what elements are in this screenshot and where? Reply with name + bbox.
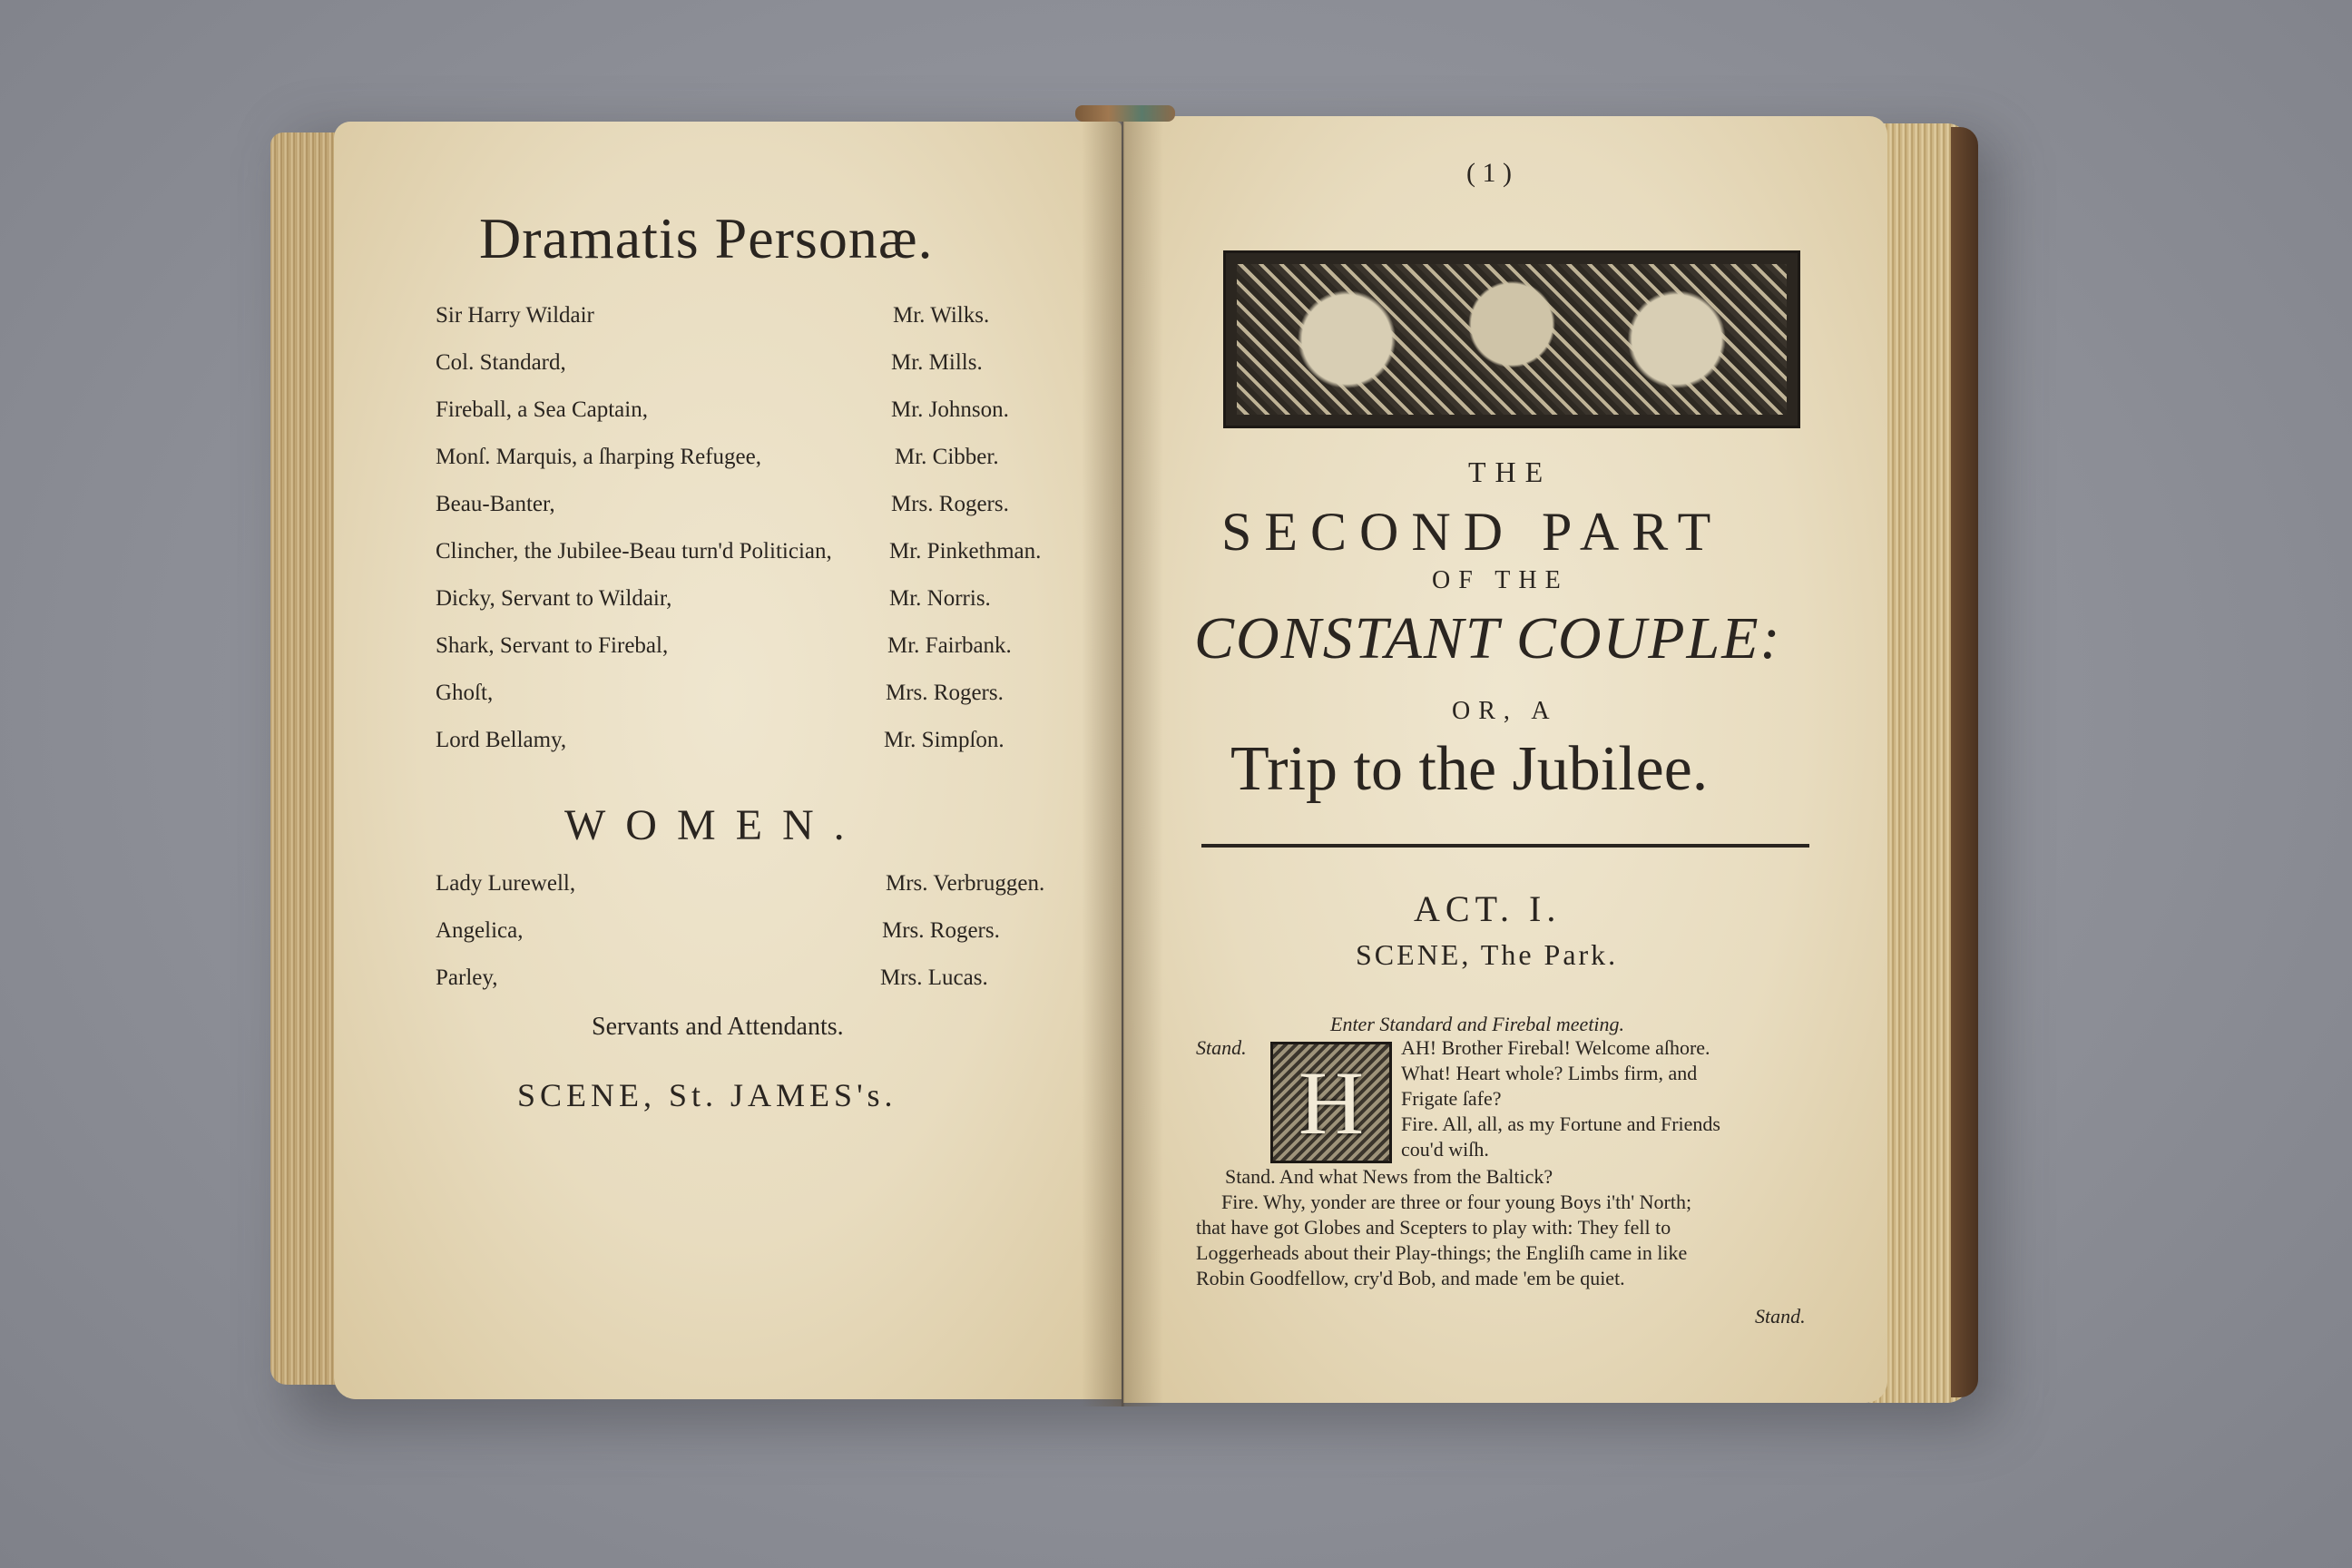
dialogue-line: Robin Goodfellow, cry'd Bob, and made 'em be quiet. [1196,1267,1625,1289]
dialogue-line: Fire. All, all, as my Fortune and Friends [1401,1112,1720,1135]
actor-name: Mrs. Rogers. [882,918,1000,943]
character-name: Fireball, a Sea Captain, [436,397,648,422]
character-name: Monſ. Marquis, a ſharping Refugee, [436,445,761,469]
character-name: Clincher, the Jubilee-Beau turn'd Politician, [436,539,832,564]
character-name: Lady Lurewell, [436,871,576,896]
character-name: Dicky, Servant to Wildair, [436,586,672,611]
dialogue-line: Frigate ſafe? [1401,1087,1502,1110]
character-name: Beau-Banter, [436,492,555,516]
book-gutter [1082,109,1163,1406]
right-page [1123,116,1887,1403]
actor-name: Mr. Wilks. [893,303,990,328]
actor-name: Mrs. Rogers. [886,681,1004,705]
speaker-label: Stand. [1196,1036,1247,1059]
character-name: Parley, [436,965,498,990]
dialogue-line: What! Heart whole? Limbs firm, and [1401,1062,1698,1084]
dialogue-line: that have got Globes and Scepters to play with: They fell to [1196,1216,1671,1239]
dialogue-line: Stand. And what News from the Baltick? [1225,1165,1553,1188]
horizontal-rule [1201,844,1809,848]
page-number: ( 1 ) [1466,158,1512,188]
actor-name: Mr. Norris. [889,586,991,611]
character-name: Sir Harry Wildair [436,303,594,328]
dialogue-line: Loggerheads about their Play-things; the Engliſh came in like [1196,1241,1688,1264]
drop-cap-letter: H [1298,1052,1365,1153]
actor-name: Mr. Simpſon. [884,728,1004,752]
title-second-part: SECOND PART [1221,502,1724,562]
scene-setting: SCENE, St. JAMES's. [517,1077,897,1113]
left-page [334,122,1122,1399]
title-trip-to-the-jubilee: Trip to the Jubilee. [1230,734,1709,804]
stage-direction: Enter Standard and Firebal meeting. [1330,1013,1625,1035]
actor-name: Mr. Fairbank. [887,633,1012,658]
character-name: Shark, Servant to Firebal, [436,633,669,658]
drop-cap-initial [1270,1042,1392,1163]
character-name: Angelica, [436,918,524,943]
title-constant-couple: CONSTANT COUPLE: [1194,605,1782,671]
character-name: Col. Standard, [436,350,566,375]
character-name: Ghoſt, [436,681,494,705]
actor-name: Mrs. Rogers. [891,492,1009,516]
woodcut-headpiece-ornament [1223,250,1800,428]
book-headband [1075,105,1175,122]
book-cover-edge [1951,127,1978,1397]
women-heading: WOMEN. [564,801,865,849]
dialogue-line: Fire. Why, yonder are three or four young Boys i'th' North; [1221,1191,1692,1213]
title-of-the: OF THE [1432,566,1569,594]
dialogue-line: AH! Brother Firebal! Welcome aſhore. [1401,1036,1710,1059]
actor-name: Mr. Johnson. [891,397,1009,422]
character-name: Lord Bellamy, [436,728,567,752]
title-the: THE [1468,456,1553,488]
act-heading: ACT. I. [1414,888,1562,929]
actor-name: Mr. Mills. [891,350,983,375]
actor-name: Mrs. Lucas. [880,965,988,990]
dramatis-personae-title: Dramatis Personæ. [479,206,934,270]
actor-name: Mrs. Verbruggen. [886,871,1045,896]
actor-name: Mr. Cibber. [895,445,999,469]
catchword: Stand. [1755,1305,1806,1328]
actor-name: Mr. Pinkethman. [889,539,1042,564]
servants-line: Servants and Attendants. [592,1013,844,1041]
dialogue-line: cou'd wiſh. [1401,1138,1489,1161]
ornament-pattern [1237,264,1787,415]
scene-heading: SCENE, The Park. [1356,938,1619,971]
title-or-a: OR, A [1452,697,1558,725]
